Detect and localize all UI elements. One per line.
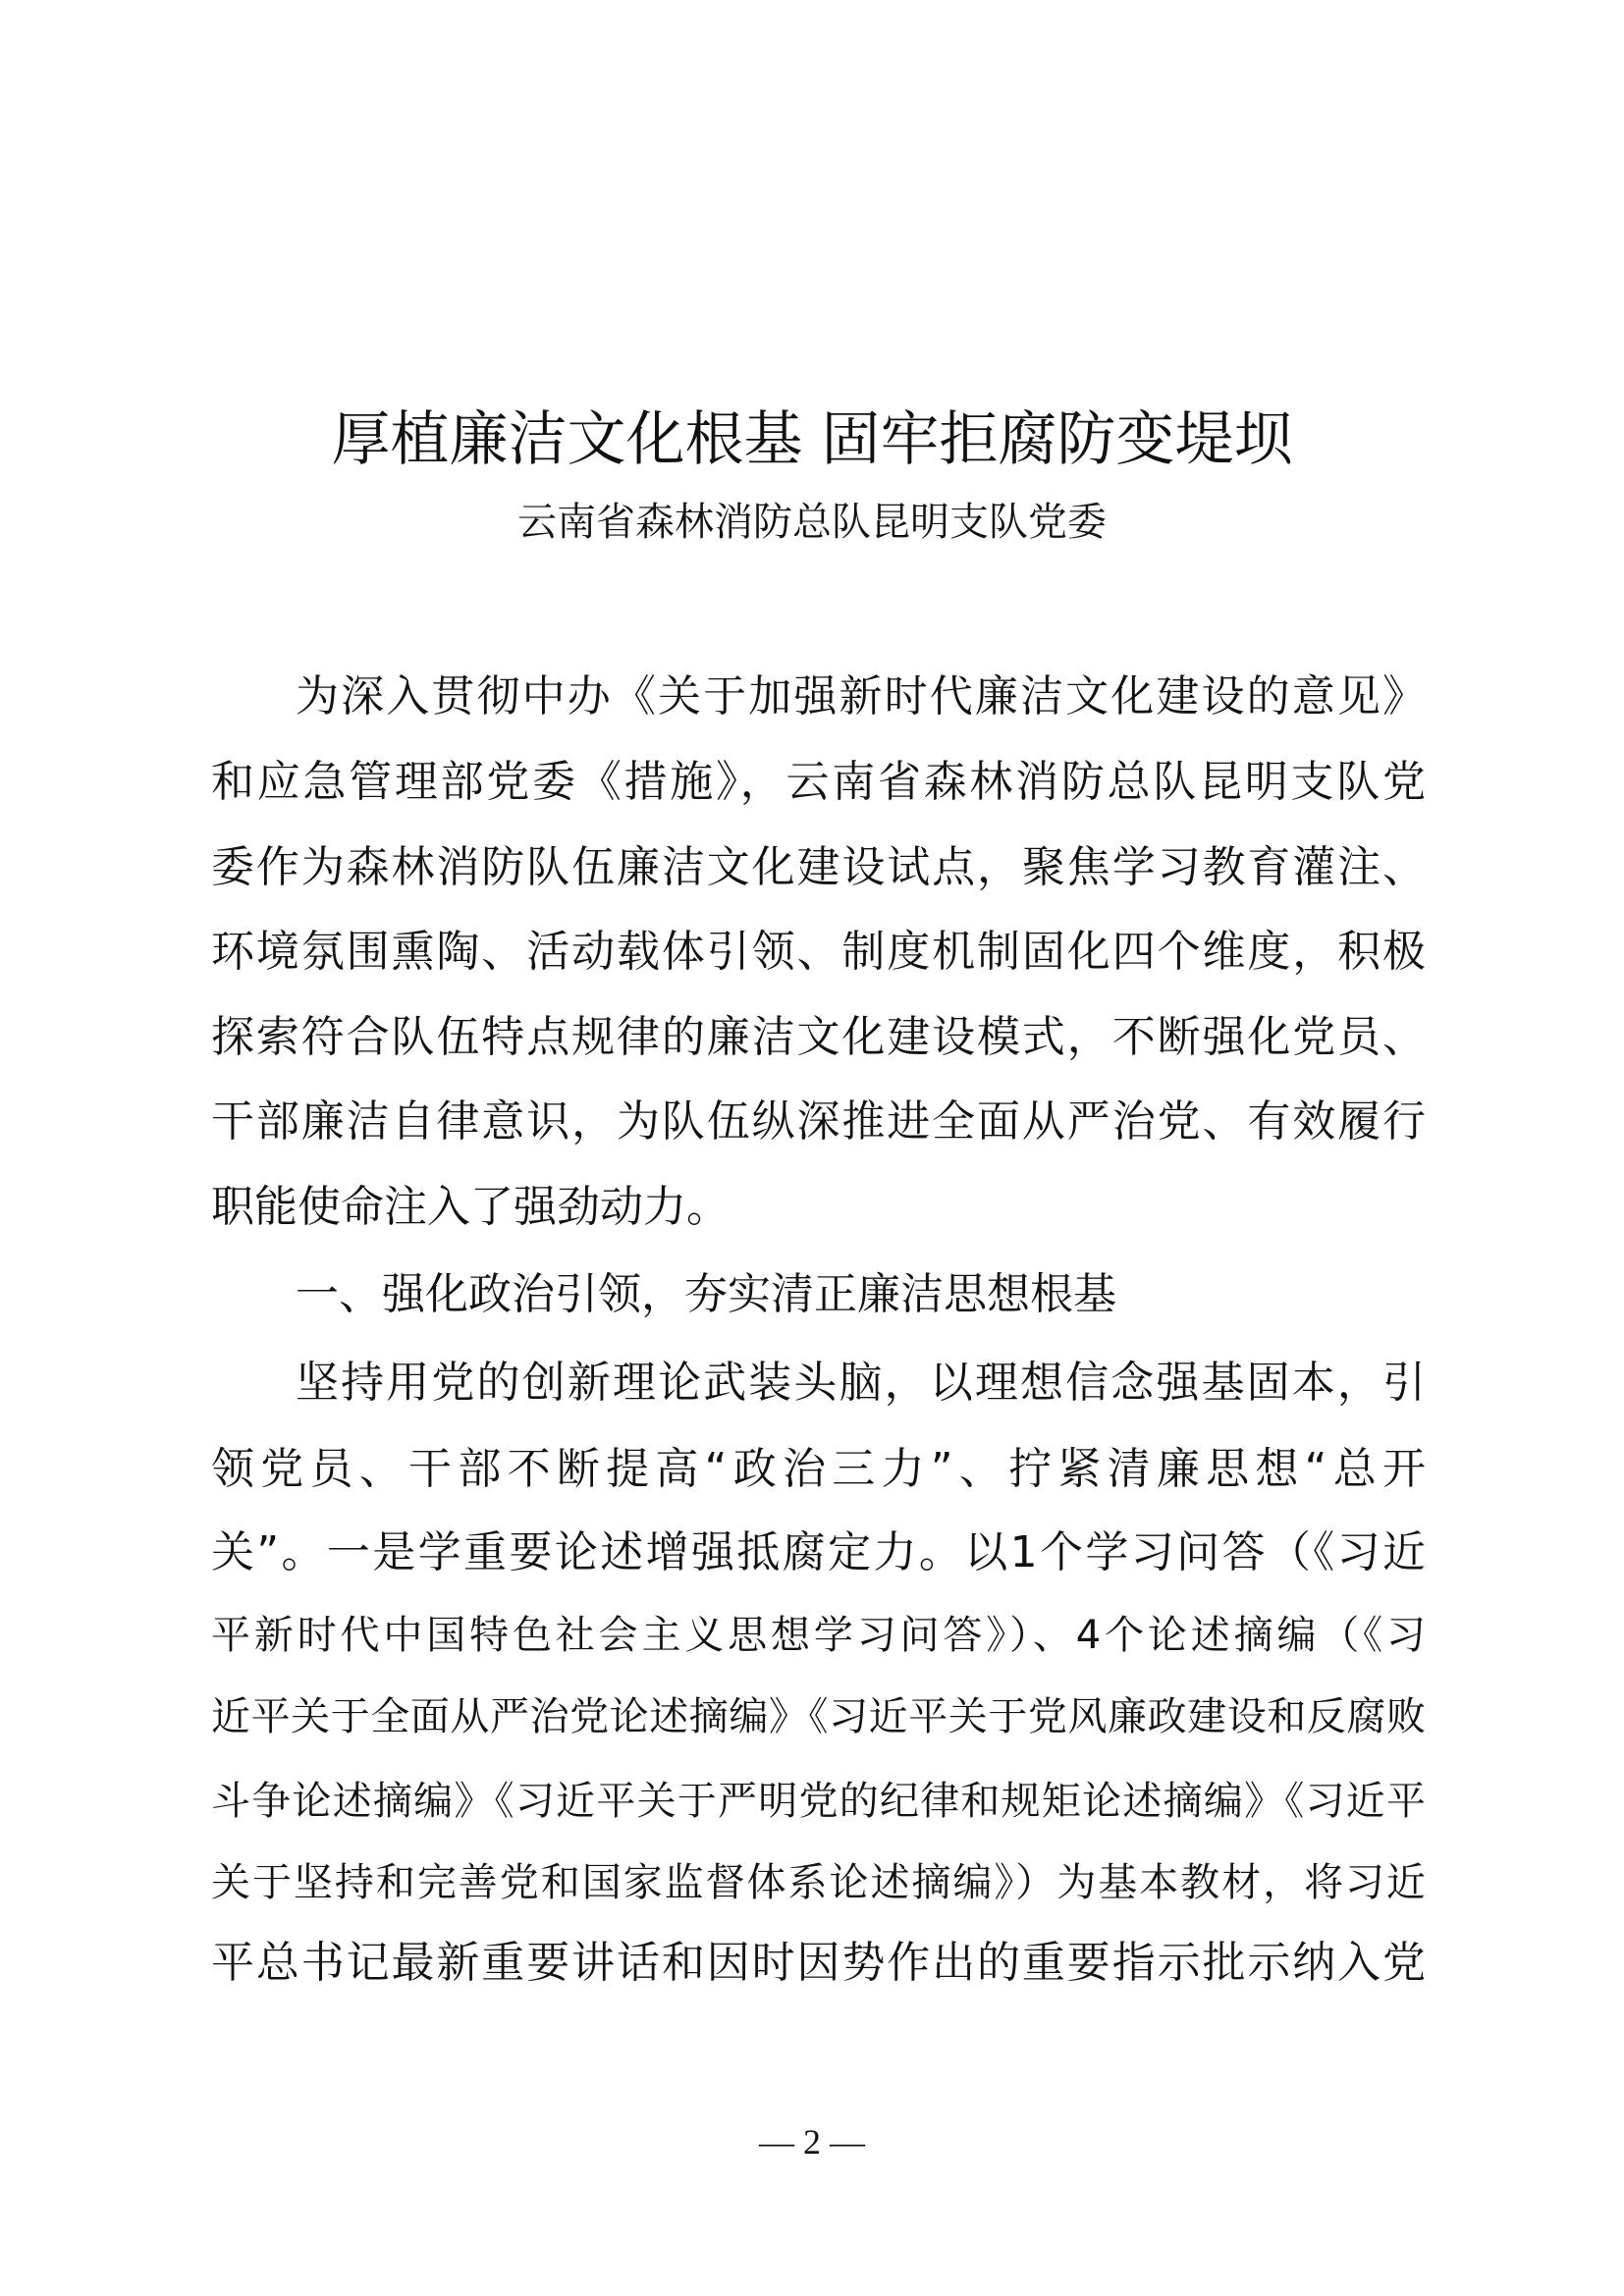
paragraph-line: 职能使命注入了强劲动力。 [211, 1182, 730, 1232]
paragraph-line: 平总书记最新重要讲话和因时因势作出的重要指示批示纳入党 [211, 1938, 1426, 1988]
paragraph-line: 领党员、干部不断提高“政治三力”、拧紧清廉思想“总开 [211, 1444, 1426, 1494]
paragraph-line: 近平关于全面从严治党论述摘编》《习近平关于党风廉政建设和反腐败 [211, 1694, 1426, 1739]
paragraph-line: 关”。一是学重要论述增强抵腐定力。以1个学习问答（《习近 [211, 1527, 1426, 1577]
paragraph-line: 坚持用党的创新理论武装头脑，以理想信念强基固本，引 [296, 1358, 1426, 1408]
page-number: — 2 — [759, 2122, 865, 2162]
paragraph-line: 环境氛围熏陶、活动载体引领、制度机制固化四个维度，积极 [211, 927, 1426, 977]
paragraph-line: 为深入贯彻中办《关于加强新时代廉洁文化建设的意见》 [296, 671, 1426, 721]
paragraph-line: 干部廉洁自律意识，为队伍纵深推进全面从严治党、有效履行 [211, 1096, 1426, 1147]
paragraph-line: 关于坚持和完善党和国家监督体系论述摘编》）为基本教材，将习近 [211, 1860, 1426, 1905]
document-author: 云南省森林消防总队昆明支队党委 [517, 500, 1107, 545]
paragraph-line: 平新时代中国特色社会主义思想学习问答》）、4个论述摘编（《习 [211, 1613, 1426, 1658]
section-heading: 一、强化政治引领，夯实清正廉洁思想根基 [296, 1269, 1116, 1319]
document-title: 厚植廉洁文化根基 固牢拒腐防变堤坝 [331, 405, 1293, 474]
paragraph-line: 斗争论述摘编》《习近平关于严明党的纪律和规矩论述摘编》《习近平 [211, 1779, 1426, 1824]
paragraph-line: 委作为森林消防队伍廉洁文化建设试点，聚焦学习教育灌注、 [211, 842, 1426, 892]
paragraph-line: 探索符合队伍特点规律的廉洁文化建设模式，不断强化党员、 [211, 1012, 1426, 1062]
paragraph-line: 和应急管理部党委《措施》，云南省森林消防总队昆明支队党 [211, 757, 1426, 807]
